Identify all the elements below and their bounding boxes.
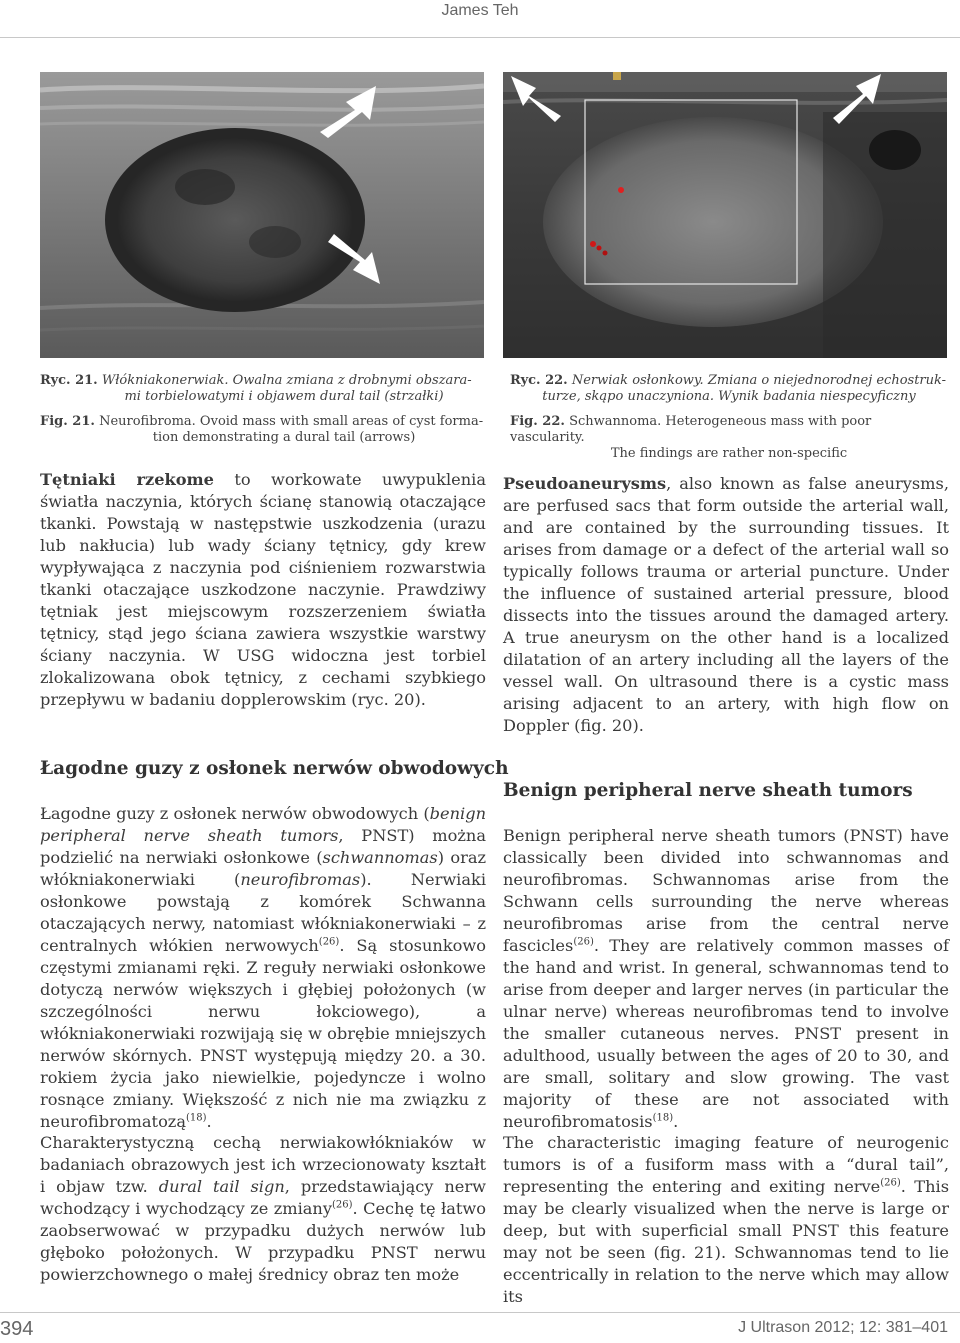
paragraph-text: . Cechę tę łatwo zaobserwować w przypadku dużych nerwów lub głęboko położonych. W przypadku PNST nerwu powierzchownego o małej średnicy obraz ten może [40,1199,486,1284]
caption-label: Fig. 21. [40,414,95,429]
citation-ref: (18) [652,1112,674,1124]
paragraph-lead-term: Tętniaki rzekome [40,470,214,489]
running-header-author: James Teh [441,2,519,19]
right-column-paragraph-2 [503,825,949,1133]
page-number: 394 [0,1318,34,1340]
caption-text: Schwannoma. Heterogeneous mass with poor vascularity. [510,414,872,445]
caption-text: The findings are rather non-specific [610,446,848,461]
caption-label: Fig. 22. [510,414,565,429]
caption-text: turze, skąpo unaczyniona. Wynik badania niespecyficzny [542,389,916,404]
citation-ref: (26) [880,1177,901,1189]
paragraph-text: . They are relatively common masses of the hand and wrist. In general, schwannomas tend to arise from deeper and larger nerves (in particular the ulnar nerve) whereas neurofibromas tend to involve the smaller cutaneous nerves. PNST present in adulthood, usually between the ages of 20 to 30, and are small, solitary and slow growing. The vast majority of these are not associated with neurofibromatosis [503,936,949,1131]
paragraph-italic: neurofibromas [240,870,361,889]
caption-text: Nerwiak osłonkowy. Zmiana o niejednorodnej echostruk- [571,373,947,388]
paragraph-text: Charakterystyczną cechą nerwiakowłókniaków w badaniach obrazowych jest ich wrzecionowaty kształt i objaw tzw. [40,1133,486,1196]
figure-21-ultrasound-image [40,72,484,358]
caption-label: Ryc. 21. [40,373,98,388]
section-heading-pl: Łagodne guzy z osłonek nerwów obwodowych [40,758,509,779]
caption-text: Neurofibroma. Ovoid mass with small areas of cyst forma- [99,414,484,429]
caption-label: Ryc. 22. [510,373,568,388]
paragraph-text: , also known as false aneurysms, are perfused sacs that form outside the arterial wall, and are contained by the surrounding tissues. It arises from damage or a defect of the arterial wall so typically follows trauma or arterial puncture. Under the influence of sustained arterial pressure, blood dissects into the tissues around the damaged artery. A true aneurysm on the other hand is a localized dilatation of an artery including all the layers of the vessel wall. On ultrasound there is a cystic mass arising adjacent to an artery, with high flow on Doppler (fig. 20). [503,474,949,735]
paragraph-italic: schwannomas [322,848,438,867]
left-column-paragraph-3 [40,1132,486,1286]
paragraph-lead-term: Pseudoaneurysms [503,474,667,493]
left-column-paragraph-2 [40,803,486,1133]
paragraph-text: . [206,1112,212,1131]
paragraph-text: . This may be clearly visualized when the nerve is large or deep, but with superficial small PNST this feature may not be seen (fig. 21). Schwannomas tend to lie eccentrically in relation to the nerve which may allow its [503,1177,949,1306]
header-divider [0,37,960,38]
figure-22-caption [510,373,948,462]
citation-ref: (26) [573,936,594,948]
paragraph-text: ) oraz włókniakonerwiaki ( [40,848,486,889]
citation-ref: (18) [186,1112,207,1124]
right-column-paragraph-1 [503,473,949,737]
caption-text: tion demonstrating a dural tail (arrows) [152,430,416,445]
paragraph-text: . [673,1112,679,1131]
figure-21-caption [40,373,484,446]
paragraph-text: . Są stosunkowo częstymi zmianami ręki. Z reguły nerwiaki osłonkowe dotyczą nerwów większych i głębiej położonych (w szczególności nerwu łokciowego), a włókniakonerwiaki rozwijają się w obrębie mniejszych nerwów skórnych. PNST występują między 20. a 30. rokiem życia jako niewielkie, pojedyncze i wolno rosnące zmiany. Większość z nich nie ma związku z neurofibromatozą [40,936,486,1131]
schwannoma-ultrasound-drawing [503,72,947,358]
figure-22-ultrasound-image [503,72,947,358]
paragraph-text: ). Nerwiaki osłonkowe powstają z komórek Schwanna otaczających nerwy, natomiast włókniakonerwiaki – z centralnych włókien nerwowych [40,870,487,955]
right-column-paragraph-3 [503,1132,949,1308]
caption-text: Włókniakonerwiak. Owalna zmiana z drobnymi obszara- [101,373,472,388]
journal-reference: J Ultrason 2012; 12: 381–401 [738,1319,948,1336]
caption-text: mi torbielowatymi i objawem dural tail (strzałki) [124,389,444,404]
paragraph-text: Łagodne guzy z osłonek nerwów obwodowych ( [40,804,430,823]
paragraph-italic: benign peripheral nerve sheath tumors [40,804,486,845]
paragraph-text: Benign peripheral nerve sheath tumors (PNST) have classically been divided into schwannomas and neurofibromas. Schwannomas arise from the Schwann cells surrounding the nerve whereas neurofibromas arise from the central nerve fascicles [503,826,949,955]
paragraph-italic: dural tail sign [158,1177,285,1196]
paragraph-text: to workowate uwypuklenia światła naczynia, których ścianę stanowią otaczające tkanki. Powstają w następstwie uszkodzenia (urazu lub nakłucia) lub wady ściany tętnicy, gdy krew wypływająca z naczynia pod ciśnieniem rozwarstwia tkanki otaczające uszkodzone naczynie. Prawdziwy tętniak jest miejscowym rozszerzeniem światła tętnicy, stąd jego ściana zawiera wszystkie warstwy ściany naczynia. W USG widoczna jest torbiel zlokalizowana obok tętnicy, z cechami szybkiego przepływu w badaniu dopplerowskim (ryc. 20). [40,470,486,709]
citation-ref: (26) [332,1199,353,1211]
section-heading-en: Benign peripheral nerve sheath tumors [503,780,913,801]
footer-divider [0,1312,960,1313]
paragraph-text: , PNST) można podzielić na nerwiaki osłonkowe ( [40,826,486,867]
citation-ref: (26) [318,936,340,948]
neurofibroma-ultrasound-drawing [40,72,484,358]
paragraph-text: , przedstawiający nerw wchodzący i wychodzący ze zmiany [40,1177,486,1218]
left-column-paragraph-1 [40,469,486,711]
paragraph-text: The characteristic imaging feature of neurogenic tumors is of a fusiform mass with a “dural tail”, representing the entering and exiting nerve [503,1133,949,1196]
